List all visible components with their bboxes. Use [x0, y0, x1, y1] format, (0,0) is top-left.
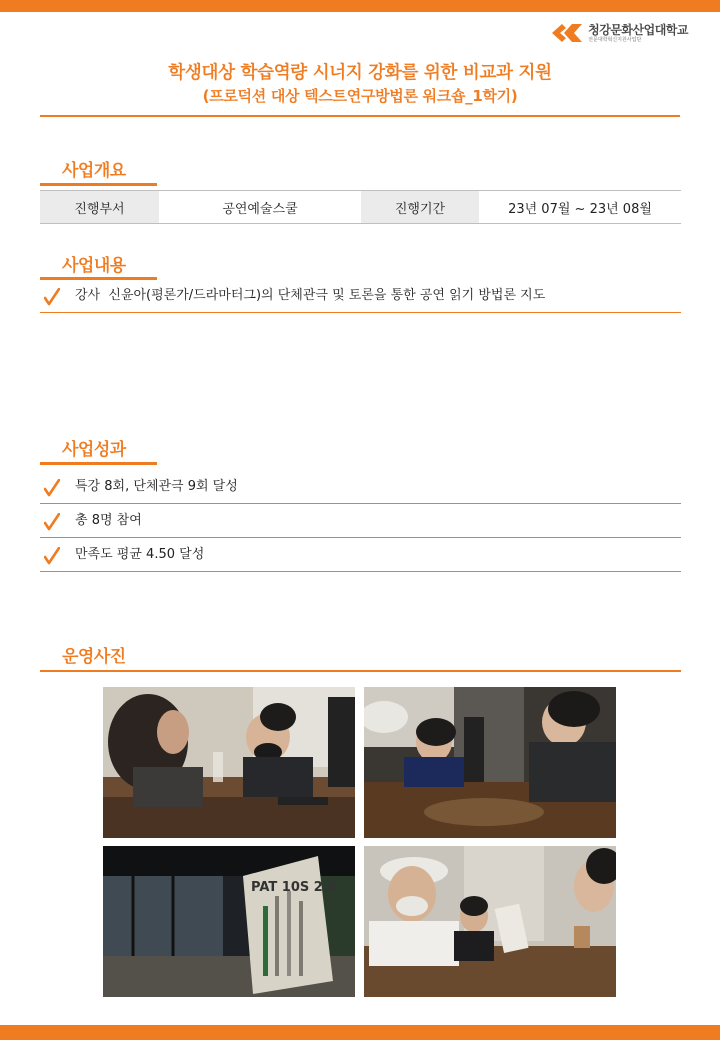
- result-item-text: 총 8명 참여: [75, 513, 142, 528]
- results-heading-underline: [40, 462, 157, 465]
- result-item: [40, 538, 681, 572]
- ck-logo-icon: [550, 22, 584, 44]
- workshop-photo-1: [103, 687, 355, 838]
- result-item-text: 만족도 평균 4.50 달성: [75, 547, 205, 562]
- workshop-photo-2: [364, 687, 616, 838]
- logo-name: 청강문화산업대학교: [588, 22, 688, 37]
- title-line-1: 학생대상 학습역량 시너지 강화를 위한 비교과 지원: [168, 63, 552, 83]
- check-icon: [44, 288, 60, 306]
- result-item: [40, 504, 681, 538]
- poster-text: PAT 10S 2.0: [251, 880, 337, 895]
- content-item: [40, 279, 681, 313]
- content-item-text: 강사 신윤아(평론가/드라마터그)의 단체관극 및 토론을 통한 공연 읽기 방법론 지도: [75, 288, 546, 303]
- period-label: 진행기간: [361, 191, 479, 223]
- title-line-2: (프로덕션 대상 텍스트연구방법론 워크숍_1학기): [202, 87, 518, 105]
- workshop-photo-4: [364, 846, 616, 997]
- result-item: [40, 470, 681, 504]
- results-heading: 사업성과: [62, 440, 126, 460]
- top-accent-bar: [0, 0, 720, 12]
- title-divider: [40, 115, 680, 117]
- photos-heading-underline: [40, 670, 681, 672]
- result-item-text: 특강 8회, 단체관극 9회 달성: [75, 479, 238, 494]
- check-icon: [44, 479, 60, 497]
- photos-heading: 운영사진: [62, 647, 126, 667]
- check-icon: [44, 513, 60, 531]
- dept-label: 진행부서: [40, 191, 159, 223]
- overview-table: [40, 190, 681, 224]
- logo-subtitle: 전문대학혁신지원사업단: [588, 36, 642, 43]
- university-logo: [550, 20, 688, 46]
- period-value: 23년 07월 ~ 23년 08월: [508, 201, 652, 217]
- check-icon: [44, 547, 60, 565]
- bottom-accent-bar: [0, 1025, 720, 1040]
- dept-value: 공연예술스쿨: [222, 201, 298, 217]
- workshop-photo-3: [103, 846, 355, 997]
- overview-heading-underline: [40, 183, 157, 186]
- content-heading: 사업내용: [62, 256, 126, 276]
- overview-heading: 사업개요: [62, 161, 126, 181]
- page-title: [40, 60, 680, 106]
